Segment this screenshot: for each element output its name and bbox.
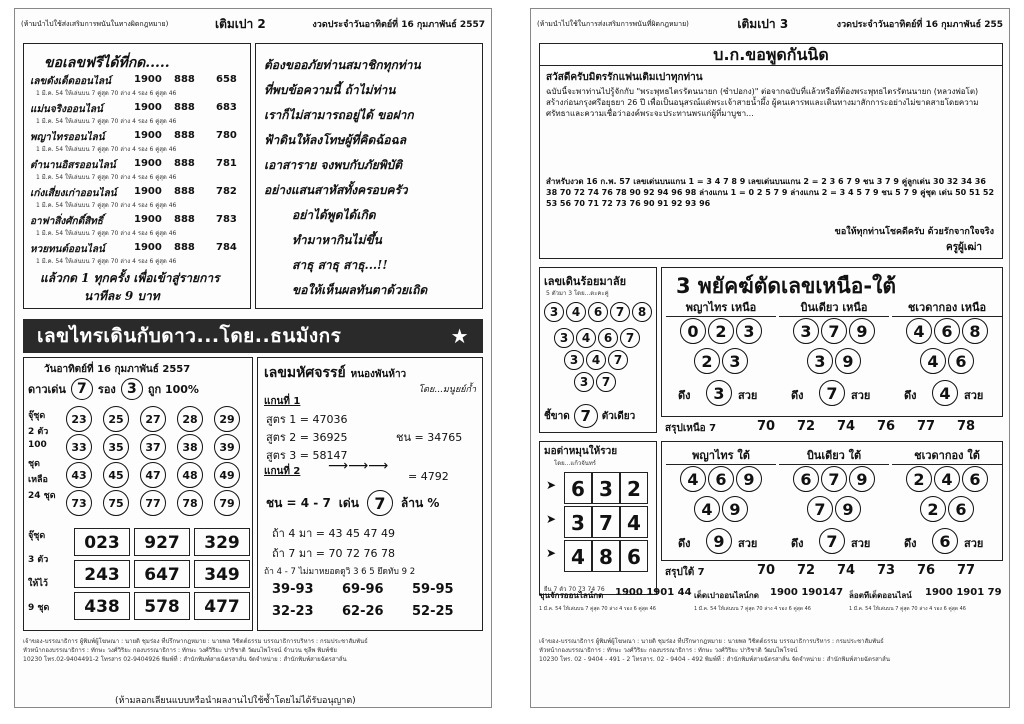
accuracy-text: ถูก 100%	[147, 383, 199, 396]
second-label: รอง	[97, 383, 116, 396]
triple-label: 3 ตัว	[28, 555, 49, 565]
miracle-lead-row	[266, 490, 439, 516]
pull-suffix: สวย	[738, 389, 758, 402]
sms-row-n2: 888	[174, 242, 195, 253]
grid-cell: 6	[620, 540, 648, 572]
grid-cell: 2	[620, 472, 648, 504]
pair-number: 45	[103, 462, 129, 488]
pair-number: 29	[214, 406, 240, 432]
column-digit: 9	[849, 466, 875, 492]
pair-number: 23	[66, 406, 92, 432]
summary-label: สรุปเหนือ 7	[665, 423, 717, 434]
miracle-line-1: ถ้า 4 มา = 43 45 47 49	[272, 527, 395, 540]
second-digit: 3	[121, 378, 143, 400]
triple-label: 9 ชุด	[28, 603, 50, 613]
sms-row-note: 1 มี.ค. 54 ให้เล่นบน 7 คู่สุด 70 ล่าง 4 รอง 6 คู่สุด 46	[36, 230, 177, 237]
grid-cell: 8	[592, 540, 620, 572]
sms-row-note: 1 มี.ค. 54 ให้เล่นบน 7 คู่สุด 70 ล่าง 4 รอง 6 คู่สุด 46	[36, 258, 177, 265]
column-digit: 4	[920, 348, 946, 374]
summary-value: 72	[797, 419, 816, 434]
pull-digit: 4	[932, 380, 958, 406]
pull-suffix: สวย	[738, 537, 758, 550]
summary-value: 76	[917, 563, 936, 578]
column-digit: 4	[906, 318, 932, 344]
sms-row-n3: 683	[216, 102, 237, 113]
pair-number: 48	[177, 462, 203, 488]
pull-suffix: สวย	[851, 389, 871, 402]
lead-circle: 8	[632, 302, 652, 322]
miracle-by: โดย...มนูยย์ก้ำ	[418, 385, 476, 395]
column-digit: 6	[708, 466, 734, 492]
miracle-line-2: ถ้า 7 มา = 70 72 76 78	[272, 547, 395, 560]
sms-footer-1: แล้วกด 1 ทุกครั้ง เพื่อเข้าสู่รายการ	[40, 271, 220, 285]
sms-row-name: เลขดังเด็ดออนไลน์	[30, 76, 112, 87]
grid-cell: 7	[592, 506, 620, 538]
grid-cell: 4	[564, 540, 592, 572]
column-digit: 6	[948, 496, 974, 522]
column-digit: 4	[694, 496, 720, 522]
column-digit: 4	[934, 466, 960, 492]
phone-note: 1 มี.ค. 54 ให้เล่นบน 7 คู่สุด 70 ล่าง 4 รอง 6 คู่สุด 46	[849, 606, 966, 612]
message-line: ที่พบข้อความนี้ ถ้าไม่ท่าน	[264, 83, 396, 97]
sms-row-n1: 1900	[134, 130, 162, 141]
pair-number: 78	[177, 490, 203, 516]
sms-row-note: 1 มี.ค. 54 ให้เล่นบน 7 คู่สุด 70 ล่าง 4 รอง 6 คู่สุด 46	[36, 146, 177, 153]
phone-name: ล็อตทีเด็ดออนไลน์	[849, 591, 912, 600]
column-digit: 7	[821, 318, 847, 344]
lead-bottom-label: ชี้ขาด	[544, 410, 570, 422]
sms-row-n2: 888	[174, 74, 195, 85]
sms-footer-2: นาทีละ 9 บาท	[84, 289, 160, 303]
north-box	[661, 267, 1003, 417]
phone-note: 1 มี.ค. 54 ให้เล่นบน 7 คู่สุด 70 ล่าง 4 รอง 6 คู่สุด 46	[694, 606, 811, 612]
pair-number: 75	[103, 490, 129, 516]
sms-row-note: 1 มี.ค. 54 ให้เล่นบน 7 คู่สุด 70 ล่าง 4 รอง 6 คู่สุด 46	[36, 202, 177, 209]
pair-number: 79	[214, 490, 240, 516]
grid-cell: 6	[564, 472, 592, 504]
left-bottom-note: (ห้ามลอกเลียนแบบหรือนำผลงานไปใช้ซ้ำโดยไม่ได้รับอนุญาต)	[115, 696, 356, 706]
triple-label: ให้ไว้	[28, 579, 48, 589]
miracle-unit: ล้าน %	[400, 495, 440, 510]
stars-lead-row	[28, 378, 199, 400]
pyramid-circle: 7	[608, 350, 628, 370]
phone-bar	[539, 587, 1003, 623]
miracle-lead-label: เด่น	[338, 495, 359, 510]
editor-signature: ครูผู้เฒ่า	[946, 242, 982, 253]
sms-row-n1: 1900	[134, 102, 162, 113]
column-digit: 2	[694, 348, 720, 374]
message-line: อย่างแสนสาหัสทั้งครอบครัว	[264, 183, 408, 197]
sms-row-note: 1 มี.ค. 54 ให้เล่นบน 7 คู่สุด 70 ล่าง 4 รอง 6 คู่สุด 46	[36, 174, 177, 181]
pair-number: 35	[103, 434, 129, 460]
editor-title: บ.ก.ขอพูดกันนิด	[713, 45, 829, 64]
pair-number: 28	[177, 406, 203, 432]
right-page	[530, 8, 1010, 708]
pyramid-circle: 6	[598, 328, 618, 348]
pair-label: เหลือ	[28, 475, 48, 485]
message-line: ขอให้เห็นผลทันตาด้วยเถิด	[292, 283, 428, 297]
phone-name: เด็ดเปาออนไลน์กด	[694, 591, 759, 600]
stars-banner-text: เลขไทรเดินกับดาว...โดย..ธนมังกร	[37, 325, 342, 347]
summary-value: 76	[877, 419, 896, 434]
step2-label: แกนที่ 2	[264, 466, 301, 477]
phone-number: 1900 1901 44	[615, 587, 692, 598]
message-line: ต้องขออภัยท่านสมาชิกทุกท่าน	[264, 58, 421, 72]
stars-date: วันอาทิตย์ที่ 16 กุมภาพันธ์ 2557	[44, 364, 191, 375]
formula-1: สูตร 1 = 47036	[266, 413, 348, 426]
south-grid-box	[539, 441, 657, 595]
sms-row-n2: 888	[174, 102, 195, 113]
credit-line: 10230 โทร. 02 - 9404 - 491 - 2 โทรสาร. 02 - 9404 - 492 พิมพ์ที่ : สำนักพิมพ์สายฉัตรสาส์น จัดจำหน่าย : สำนักพิมพ์สายฉัตรสาส์น	[539, 656, 890, 663]
lead-circle: 6	[588, 302, 608, 322]
triple-number: 647	[134, 560, 190, 588]
pull-suffix: สวย	[851, 537, 871, 550]
step1-label: แกนที่ 1	[264, 396, 301, 407]
sms-row-name: ตำนานอิสรออนไลน์	[30, 160, 116, 171]
editor-box	[539, 43, 1003, 259]
pair-label: 24 ชุด	[28, 491, 56, 501]
sms-row-note: 1 มี.ค. 54 ให้เล่นบน 7 คู่สุด 70 ล่าง 4 รอง 6 คู่สุด 46	[36, 118, 177, 125]
credit-line: หัวหน้ากองบรรณาธิการ : ทักษะ วงศ์วิริยะ กองบรรณาธิการ : ทักษะ วงศ์วิริยะ ปาริชาติ วัฒนไพโรจน์	[539, 647, 798, 654]
combo-number: 59-95	[412, 582, 454, 597]
sms-row-n1: 1900	[134, 214, 162, 225]
triple-label: จุ๊ชุด	[28, 531, 46, 541]
pyramid-circle: 7	[620, 328, 640, 348]
combo-number: 52-25	[412, 604, 454, 619]
stars-panel	[23, 357, 253, 631]
miracle-result: = 4792	[408, 470, 449, 483]
editor-greeting: สวัสดีครับมิตรรักแฟนเติมเปาทุกท่าน	[546, 72, 703, 83]
message-line: สาธุ สาธุ สาธุ...!!	[292, 258, 388, 272]
sms-row-name: แม่นจริงออนไลน์	[30, 104, 103, 115]
summary-value: 77	[917, 419, 936, 434]
column-digit: 7	[821, 466, 847, 492]
sms-row-n3: 658	[216, 74, 237, 85]
miracle-lead-digit: 7	[367, 490, 393, 516]
column-digit: 3	[807, 348, 833, 374]
pair-number: 25	[103, 406, 129, 432]
sms-row-name: หวยทนต์ออนไลน์	[30, 244, 105, 255]
summary-value: 74	[837, 563, 856, 578]
column-digit: 3	[722, 348, 748, 374]
summary-value: 78	[957, 419, 976, 434]
pair-number: 49	[214, 462, 240, 488]
column-name: พญาไทร เหนือ	[666, 298, 776, 317]
lead-label: ดาวเด่น	[28, 383, 66, 396]
message-line: ฟ้าดินให้ลงโทษผู้ที่คิดฉ้อฉล	[264, 133, 407, 147]
left-credits	[23, 637, 483, 664]
miracle-panel	[257, 357, 483, 631]
column-digit: 3	[793, 318, 819, 344]
right-page-title: เติมเปา 3	[737, 16, 789, 31]
pair-number: 37	[140, 434, 166, 460]
miracle-lead: ชน = 4 - 7	[266, 495, 331, 510]
column-name: ชเวดากอง ใต้	[892, 446, 1002, 465]
sms-row-n2: 888	[174, 186, 195, 197]
pull-digit: 3	[706, 380, 732, 406]
phone-number: 1900 190147	[770, 587, 844, 598]
pull-prefix: ดึง	[791, 389, 804, 402]
lead-circle: 7	[610, 302, 630, 322]
pull-digit: 6	[932, 528, 958, 554]
sms-row-n3: 780	[216, 130, 237, 141]
arrow-right-icon: ➤	[546, 512, 557, 526]
editor-closing: ขอให้ทุกท่านโชคดีครับ ด้วยรักจากใจจริง	[834, 227, 994, 237]
triple-number: 927	[134, 528, 190, 556]
message-line: อย่าได้พูดได้เกิด	[292, 208, 376, 222]
pair-number: 33	[66, 434, 92, 460]
summary-value: 70	[757, 563, 776, 578]
pull-prefix: ดึง	[678, 537, 691, 550]
south-grid-title: มอต่าหมุนให้รวย	[544, 446, 618, 457]
sms-row-name: เก่งเสี่ยงเก่าออนไลน์	[30, 188, 117, 199]
column-name: พญาไทร ใต้	[666, 446, 776, 465]
arrow-right-icon: ➤	[546, 546, 557, 560]
lead-title: เลขเดินร้อยมาลัย	[544, 275, 627, 288]
miracle-line-3: ถ้า 4 - 7 ไม่มาหยอดดูวิ 3 6 5 ยึดทับ 9 2	[264, 567, 416, 577]
pair-number: 73	[66, 490, 92, 516]
lead-box	[539, 267, 657, 433]
column-digit: 6	[948, 348, 974, 374]
sms-row-n1: 1900	[134, 186, 162, 197]
pull-digit: 7	[819, 528, 845, 554]
right-page-date: งวดประจำวันอาทิตย์ที่ 16 กุมภาพันธ์ 255	[836, 20, 1003, 30]
arrow-icon: ⟶⟶⟶	[328, 458, 389, 474]
credit-line: เจ้าของ-บรรณาธิการ ผู้พิมพ์ผู้โฆษณา : นายดิ ชุมร่อง ที่ปรึกษากฎหมาย : นายพล วิชิตต์ธรรม บรรณาธิการบริหาร : กรมประชาสัมพันธ์	[23, 638, 368, 645]
south-grid-by: โดย...แก้วจันทร์	[554, 460, 597, 467]
triple-number: 329	[194, 528, 250, 556]
pair-label: 100	[28, 440, 47, 450]
phone-name: ขุนจักรออนไลน์กด	[539, 591, 604, 600]
south-summary	[661, 563, 1003, 581]
pair-number: 43	[66, 462, 92, 488]
credit-line: เจ้าของ-บรรณาธิการ ผู้พิมพ์ผู้โฆษณา : นายดิ ชุมร่อง ที่ปรึกษากฎหมาย : นายพล วิชิตต์ธรรม บรรณาธิการบริหาร : กรมประชาสัมพันธ์	[539, 638, 884, 645]
message-line: ทำมาหากินไม่ขึ้น	[292, 233, 382, 247]
column-name: บินเดียว ใต้	[779, 446, 889, 465]
column-digit: 0	[680, 318, 706, 344]
sms-row-n3: 782	[216, 186, 237, 197]
column-digit: 6	[962, 466, 988, 492]
editor-body: ฉบับนี้จะพาท่านไปรู้จักกับ "พระพุทธไตรรัตนนายก (ซำปอกง)" ต่อจากฉบับที่แล้วหรือที่ต้องพระพุทธไตรรัตนนายก (หลวงพ่อโต) สร้างก่อนกรุงศรีอยุธยา 26 ปี เพื่อเป็นอนุสรณ์แด่พระเจ้าสายน้ำผึ้ง ผู้คนเคารพและเดินทางมาสักการะอย่างไม่ขาดสายโดยความศรัทธาและความเชื่อว่าองค์พระจะประทานพรแก่ผู้ที่มาบูชา...	[546, 87, 979, 118]
pyramid-circle: 4	[586, 350, 606, 370]
pull-prefix: ดึง	[904, 389, 917, 402]
summary-value: 72	[797, 563, 816, 578]
column-digit: 3	[736, 318, 762, 344]
pair-label: จุ๊ชุด	[28, 411, 46, 421]
column-digit: 9	[835, 348, 861, 374]
pair-number: 39	[214, 434, 240, 460]
column-digit: 8	[962, 318, 988, 344]
pull-prefix: ดึง	[678, 389, 691, 402]
triple-number: 578	[134, 592, 190, 620]
sms-box	[23, 43, 251, 309]
sms-row-n1: 1900	[134, 158, 162, 169]
miracle-title	[264, 362, 406, 384]
grid-cell: 4	[620, 506, 648, 538]
pair-label: ชุด	[28, 459, 40, 469]
sms-row-n2: 888	[174, 130, 195, 141]
column-digit: 6	[793, 466, 819, 492]
left-page-title: เติมเปา 2	[214, 16, 266, 31]
grid-cell: 3	[564, 506, 592, 538]
pair-number: 38	[177, 434, 203, 460]
column-digit: 9	[736, 466, 762, 492]
sms-title: ขอเลขฟรีได้ที่กด.....	[44, 55, 170, 71]
left-header	[21, 13, 485, 35]
sms-row-n3: 784	[216, 242, 237, 253]
miracle-title-text: เลขมหัศจรรย์	[264, 365, 346, 381]
combo-number: 62-26	[342, 604, 384, 619]
pull-digit: 7	[819, 380, 845, 406]
right-header	[537, 13, 1003, 35]
left-header-note: (ห้ามนำไปใช้ส่งเสริมการพนันในทางผิดกฎหมาย)	[21, 19, 169, 28]
sms-row-n2: 888	[174, 158, 195, 169]
left-page	[14, 8, 492, 708]
arrow-right-icon: ➤	[546, 478, 557, 492]
pyramid-circle: 3	[554, 328, 574, 348]
lead-circle: 3	[544, 302, 564, 322]
left-page-date: งวดประจำวันอาทิตย์ที่ 16 กุมภาพันธ์ 2557	[312, 20, 485, 30]
column-digit: 2	[708, 318, 734, 344]
sms-row-name: อาฟาสิ่งศักดิ์สิทธิ์	[30, 216, 103, 227]
phone-number: 1900 1901 79	[925, 587, 1002, 598]
editor-result: สำหรับงวด 16 ก.พ. 57 เลขเด่นบนแกน 1 = 3 4 7 8 9 เลขเด่นบนแกน 2 = 2 3 6 7 9 ชน 3 7 9 คู่ลูกเด่น 30 32 34 36 38 70 72 74 76 78 90 92 94 96 98 ล่างแกน 1 = 0 2 5 7 9 ล่างแกน 2 = 3 4 5 7 9 ชน 5 7 9 คู่ชุด เด่น 50 51 52 53 56 70 71 72 73 76 90 91 92 93 96	[546, 177, 995, 208]
north-title: 3 พยัคฆ์ตัดเลขเหนือ-ใต้	[676, 274, 896, 298]
formula-2: สูตร 2 = 36925	[266, 431, 348, 444]
pull-suffix: สวย	[964, 389, 984, 402]
lead-digit: 7	[71, 378, 93, 400]
triple-number: 438	[74, 592, 130, 620]
pair-number: 47	[140, 462, 166, 488]
phone-note: 1 มี.ค. 54 ให้เล่นบน 7 คู่สุด 70 ล่าง 4 รอง 6 คู่สุด 46	[539, 606, 656, 612]
pyramid-circle: 3	[564, 350, 584, 370]
column-digit: 9	[835, 496, 861, 522]
combo-number: 39-93	[272, 582, 314, 597]
pull-suffix: สวย	[964, 537, 984, 550]
column-digit: 9	[722, 496, 748, 522]
sms-row-n1: 1900	[134, 242, 162, 253]
column-name: ชเวดากอง เหนือ	[892, 298, 1002, 317]
sms-row-n2: 888	[174, 214, 195, 225]
triple-number: 243	[74, 560, 130, 588]
right-header-note: (ห้ามนำไปใช้ในการส่งเสริมการพนันที่ผิดกฎหมาย)	[537, 19, 689, 28]
sms-row-n3: 783	[216, 214, 237, 225]
lead-bottom-suffix: ตัวเดียว	[601, 410, 636, 422]
triple-number: 477	[194, 592, 250, 620]
right-credits	[539, 637, 1003, 664]
message-box	[255, 43, 483, 309]
pyramid-circle: 7	[596, 372, 616, 392]
sms-row-n3: 781	[216, 158, 237, 169]
triple-number: 349	[194, 560, 250, 588]
sms-row-note: 1 มี.ค. 54 ให้เล่นบน 7 คู่สุด 70 ล่าง 4 รอง 6 คู่สุด 46	[36, 90, 177, 97]
pyramid-circle: 3	[574, 372, 594, 392]
column-digit: 6	[934, 318, 960, 344]
pyramid-circle: 4	[576, 328, 596, 348]
south-box	[661, 441, 1003, 561]
message-line: เอาสาราย จงพบกับภัยพิบัติ	[264, 158, 403, 172]
summary-value: 74	[837, 419, 856, 434]
grid-cell: 3	[592, 472, 620, 504]
summary-value: 73	[877, 563, 896, 578]
stars-banner	[23, 319, 483, 353]
credit-line: 10230 โทร.02-9404491-2 โทรสาร 02-9404926 พิมพ์ที่ : สำนักพิมพ์สายฉัตรสาส์น จัดจำหน่าย : สำนักพิมพ์สายฉัตรสาส์น	[23, 656, 347, 663]
column-digit: 7	[807, 496, 833, 522]
pull-prefix: ดึง	[791, 537, 804, 550]
summary-label: สรุปใต้ 7	[665, 567, 705, 578]
miracle-author: หนองพันห้าว	[350, 369, 407, 380]
pair-label: 2 ตัว	[28, 427, 49, 437]
pull-prefix: ดึง	[904, 537, 917, 550]
lead-bottom-digit: 7	[574, 404, 598, 428]
lead-subtitle: 5 ตัวมา 3 โดย...ตะคะคู่	[546, 290, 609, 297]
combo-number: 32-23	[272, 604, 314, 619]
north-summary	[661, 419, 1003, 437]
formula-3: สูตร 3 = 58147	[266, 449, 348, 462]
message-line: เราก็ไม่สามารถอยู่ได้ ขอฝาก	[264, 108, 414, 122]
column-digit: 2	[920, 496, 946, 522]
summary-value: 77	[957, 563, 976, 578]
pair-number: 27	[140, 406, 166, 432]
pair-number: 77	[140, 490, 166, 516]
summary-value: 70	[757, 419, 776, 434]
editor-title-band	[540, 44, 1002, 66]
miracle-sum: ชน = 34765	[396, 431, 463, 444]
star-icon: ★	[450, 324, 469, 348]
column-name: บินเดียว เหนือ	[779, 298, 889, 317]
lead-bottom	[544, 404, 635, 428]
south-grid-note: ยืน 7 ตัว 70 73 74 76	[544, 586, 605, 593]
column-digit: 9	[849, 318, 875, 344]
lead-circle: 4	[566, 302, 586, 322]
column-digit: 4	[680, 466, 706, 492]
sms-row-name: พญาไทรออนไลน์	[30, 132, 105, 143]
pull-digit: 9	[706, 528, 732, 554]
column-digit: 2	[906, 466, 932, 492]
combo-number: 69-96	[342, 582, 384, 597]
sms-row-n1: 1900	[134, 74, 162, 85]
triple-number: 023	[74, 528, 130, 556]
credit-line: หัวหน้ากองบรรณาธิการ : ทักษะ วงศ์วิริยะ กองบรรณาธิการ : ทักษะ วงศ์วิริยะ ปาริชาติ วัฒนไพโรจน์ จำนวน ชุลีพ พิมพ์ชัย	[23, 647, 337, 654]
